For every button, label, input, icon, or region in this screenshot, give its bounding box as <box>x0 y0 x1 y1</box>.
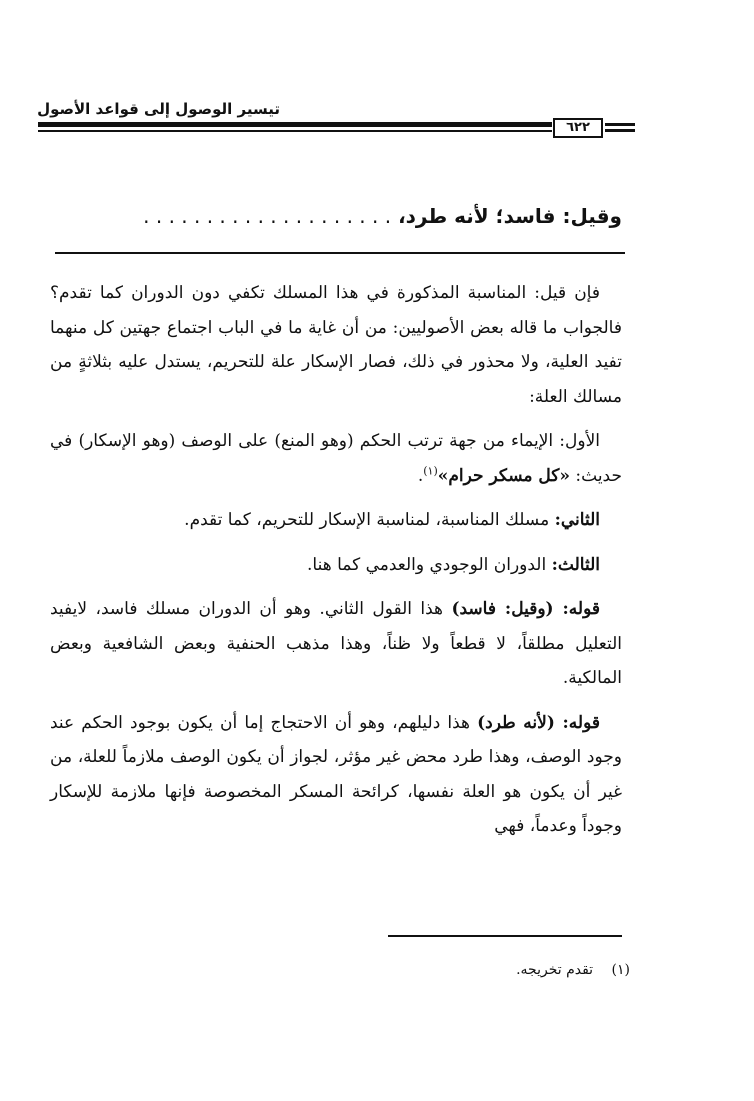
paragraph-2 <box>50 424 622 493</box>
paragraph-6-text: هذا دليلهم، وهو أن الاحتجاج إما أن يكون بوجود الحكم عند وجود الوصف، وهذا طرد محض غير مؤثر، لجواز أن يكون الوصف ملازماً للعلة، من غير أن يكون هو العلة نفسها، كرائحة المسكر المخصوصة فإنها ملازمة للإسكار وجوداً وعدماً، فهي <box>50 712 622 836</box>
paragraph-5-lead: قوله: (وقيل: فاسد) <box>451 599 600 619</box>
separator-rule <box>55 252 625 254</box>
matn-dots: . . . . . . . . . . . . . . . . . . . . <box>143 204 392 228</box>
matn-text: وقيل: فاسد؛ لأنه طرد، <box>398 204 622 228</box>
paragraph-4-text: الدوران الوجودي والعدمي كما هنا. <box>307 554 547 575</box>
footnote-number: (١) <box>611 962 630 978</box>
paragraph-3-lead: الثاني: <box>554 510 600 530</box>
header-rule-thick <box>38 122 552 127</box>
hadith-quote: «كل مسكر حرام» <box>437 465 570 486</box>
footnote-ref: (١) <box>423 463 438 477</box>
paragraph-4 <box>50 548 622 583</box>
matn-statement <box>50 204 622 228</box>
paragraph-6 <box>50 706 622 844</box>
paragraph-5-text: هذا القول الثاني. وهو أن الدوران مسلك فاسد، لايفيد التعليل مطلقاً، لا قطعاً ولا ظناً، وهذا مذهب الحنفية وبعض الشافعية وبعض المالكية. <box>50 599 622 688</box>
paragraph-2-text: الإيماء من جهة ترتب الحكم (وهو المنع) على الوصف (وهو الإسكار) في حديث: <box>50 431 622 486</box>
running-header-title: تيسير الوصول إلى قواعد الأصول <box>37 100 280 118</box>
header-rule-right-b <box>605 129 635 132</box>
paragraph-2-end: . <box>417 465 424 486</box>
paragraph-5 <box>50 592 622 696</box>
paragraph-6-lead: قوله: (لأنه طرد) <box>477 712 600 733</box>
header-rule-right-a <box>605 123 635 126</box>
footnote <box>300 962 630 978</box>
paragraph-3-text: مسلك المناسبة، لمناسبة الإسكار للتحريم، كما تقدم. <box>184 510 550 530</box>
header-rule-thin <box>38 130 552 132</box>
footnote-text: تقدم تخريجه. <box>516 962 594 978</box>
paragraph-2-lead: الأول: <box>559 431 600 451</box>
footnote-rule <box>388 935 622 937</box>
paragraph-1: فإن قيل: المناسبة المذكورة في هذا المسلك تكفي دون الدوران كما تقدم؟ فالجواب ما قاله بعض الأصوليين: من أن غاية ما في الباب اجتماع جهتين كل منهما تفيد العلية، ولا محذور في ذلك، فصار الإسكار علة للتحريم، يستدل عليه بثلاثةٍ من مسالك العلة: <box>50 283 622 407</box>
page-number: ٦٢٢ <box>553 118 603 138</box>
body-text <box>50 276 622 854</box>
paragraph-3 <box>50 503 622 538</box>
paragraph-4-lead: الثالث: <box>551 554 600 575</box>
